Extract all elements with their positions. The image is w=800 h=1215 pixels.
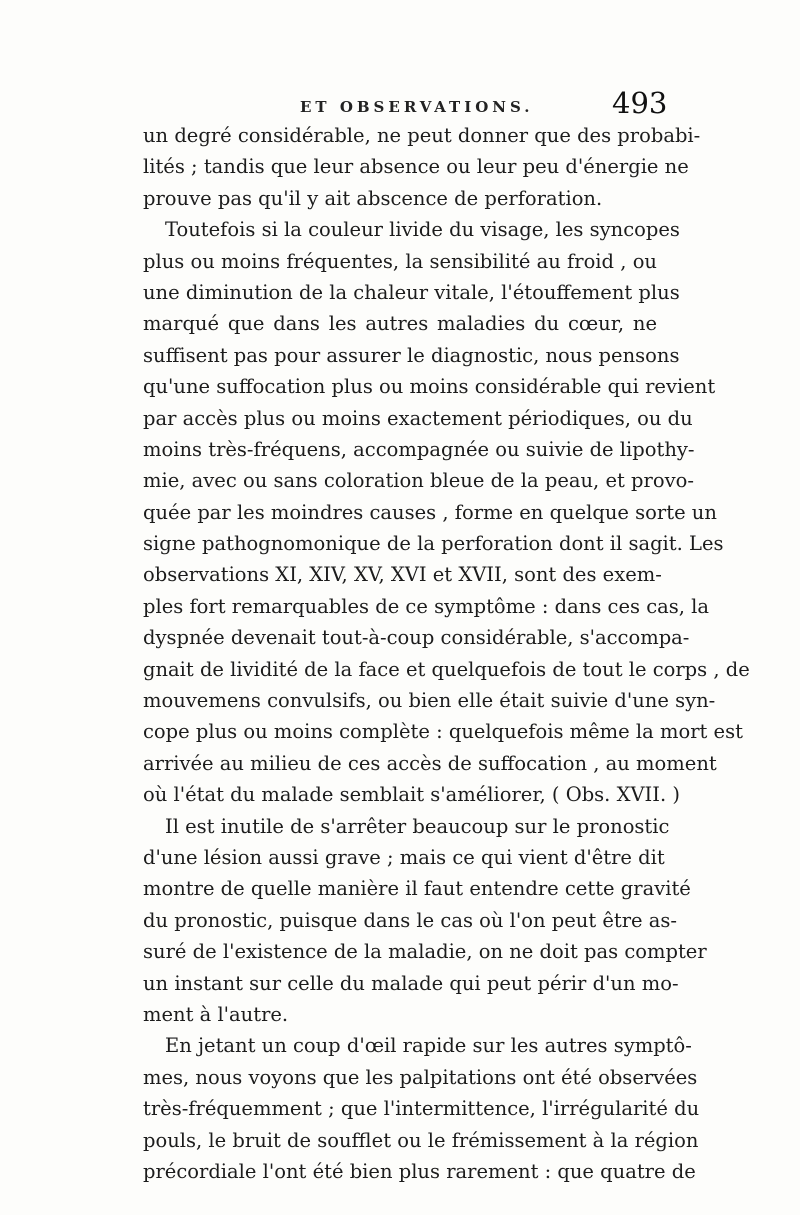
text-line: marqué que dans les autres maladies du cœur, ne xyxy=(143,312,657,336)
text-line: mouvemens convulsifs, ou bien elle était suivie d'une syn- xyxy=(143,689,716,713)
text-line: arrivée au milieu de ces accès de suffocation , au moment xyxy=(143,751,717,775)
text-line: En jetant un coup d'œil rapide sur les autres symptô- xyxy=(165,1034,692,1058)
body-text xyxy=(143,120,750,1187)
text-line: lités ; tandis que leur absence ou leur peu d'énergie ne xyxy=(143,155,689,179)
text-line: où l'état du malade semblait s'améliorer, ( Obs. XVII. ) xyxy=(143,783,680,807)
text-line: ment à l'autre. xyxy=(143,1002,289,1026)
text-line: observations XI, XIV, XV, XVI et XVII, sont des exem- xyxy=(143,563,662,587)
text-line: quée par les moindres causes , forme en quelque sorte un xyxy=(143,500,717,524)
text-line: du pronostic, puisque dans le cas où l'on peut être as- xyxy=(143,908,678,932)
running-head: ET OBSERVATIONS. xyxy=(300,98,534,116)
text-line: Toutefois si la couleur livide du visage, les syncopes xyxy=(165,218,680,242)
text-line: très-fréquemment ; que l'intermittence, l'irrégularité du xyxy=(143,1097,700,1121)
text-line: précordiale l'ont été bien plus rarement : que quatre de xyxy=(143,1159,696,1183)
text-line: un degré considérable, ne peut donner que des probabi- xyxy=(143,124,701,147)
text-line: par accès plus ou moins exactement périodiques, ou du xyxy=(143,406,693,430)
text-line: suffisent pas pour assurer le diagnostic, nous pensons xyxy=(143,343,680,367)
text-line: prouve pas qu'il y ait abscence de perforation. xyxy=(143,186,603,210)
text-line: cope plus ou moins complète : quelquefois même la mort est xyxy=(143,720,743,744)
text-line: dyspnée devenait tout-à-coup considérable, s'accompa- xyxy=(143,626,690,650)
text-line: signe pathognomonique de la perforation dont il sagit. Les xyxy=(143,532,724,556)
text-line: mes, nous voyons que les palpitations ont été observées xyxy=(143,1065,698,1089)
text-line: un instant sur celle du malade qui peut périr d'un mo- xyxy=(143,971,679,995)
page-number: 493 xyxy=(612,86,668,120)
text-line: moins très-fréquens, accompagnée ou suivie de lipothy- xyxy=(143,437,695,461)
text-line: qu'une suffocation plus ou moins considérable qui revient xyxy=(143,375,716,399)
text-line: d'une lésion aussi grave ; mais ce qui vient d'être dit xyxy=(143,845,665,869)
text-line: gnait de lividité de la face et quelquefois de tout le corps , de xyxy=(143,657,750,681)
text-line: mie, avec ou sans coloration bleue de la peau, et provo- xyxy=(143,469,694,493)
text-line: pouls, le bruit de soufflet ou le frémissement à la région xyxy=(143,1128,699,1152)
text-line: ples fort remarquables de ce symptôme : dans ces cas, la xyxy=(143,594,710,618)
text-line: montre de quelle manière il faut entendre cette gravité xyxy=(143,877,691,901)
text-line: une diminution de la chaleur vitale, l'étouffement plus xyxy=(143,280,680,304)
text-line: suré de l'existence de la maladie, on ne doit pas compter xyxy=(143,940,707,964)
text-line: Il est inutile de s'arrêter beaucoup sur le pronostic xyxy=(165,814,670,838)
text-line: plus ou moins fréquentes, la sensibilité au froid , ou xyxy=(143,249,657,273)
